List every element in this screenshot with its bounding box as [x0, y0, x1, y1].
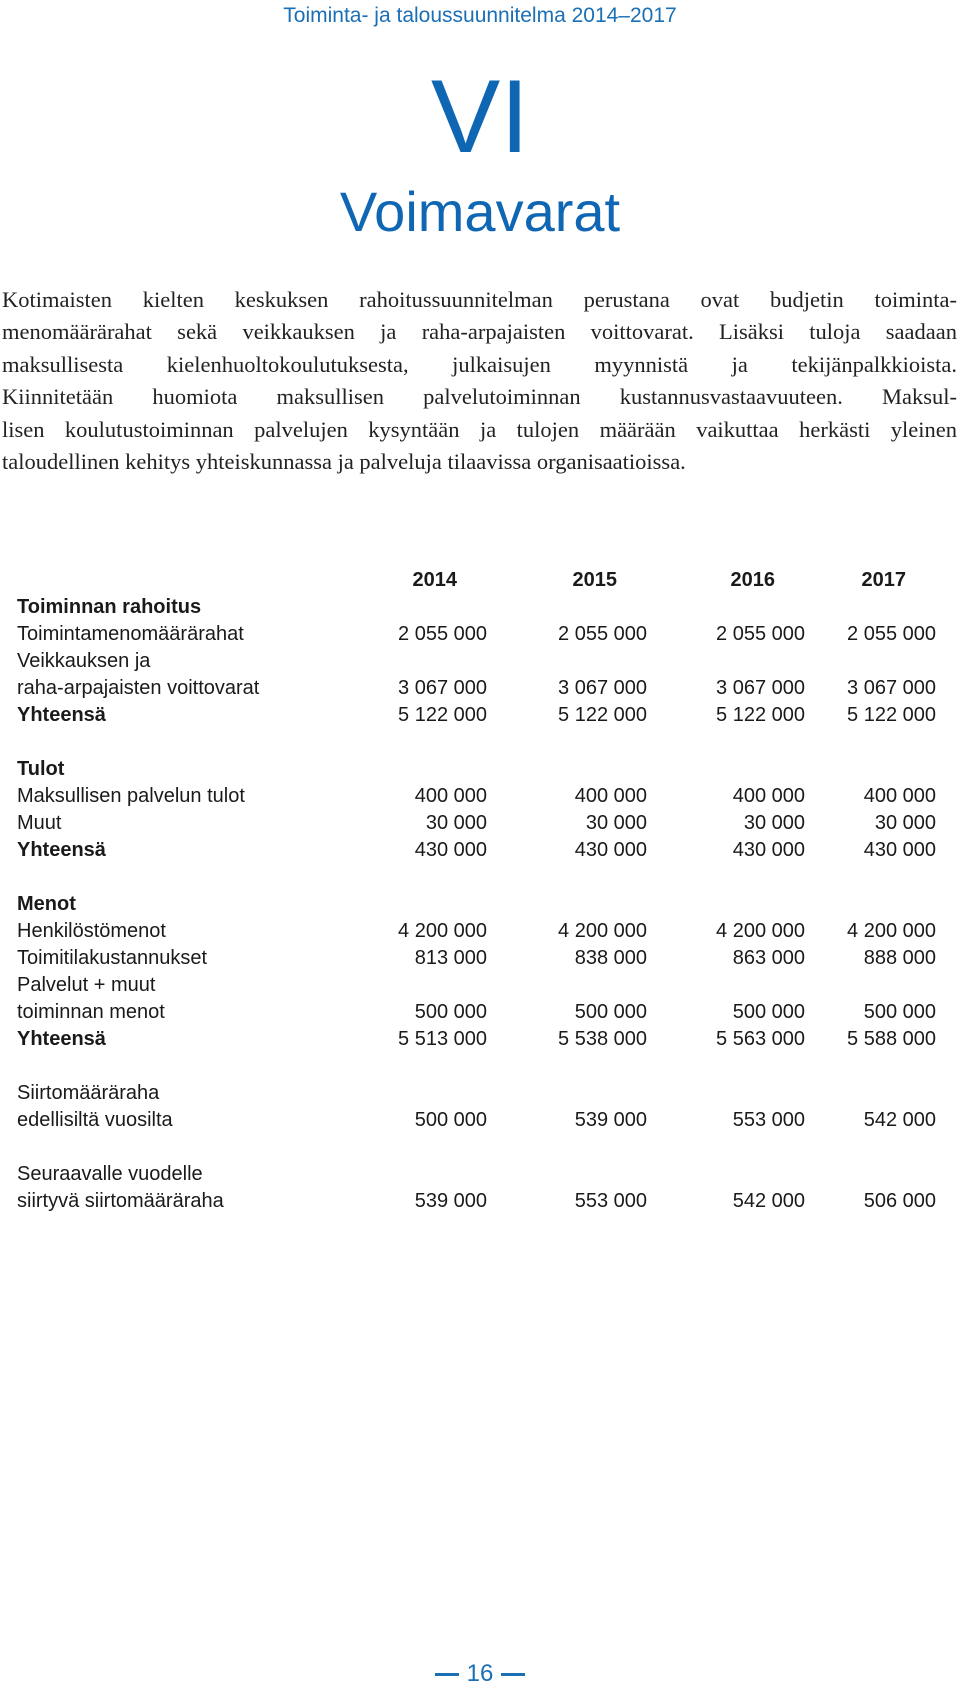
- value-cell: 30 000: [743, 812, 805, 834]
- section-spacer: [17, 864, 936, 891]
- value-cell: 430 000: [732, 839, 805, 861]
- value-cell: 5 588 000: [847, 1028, 936, 1050]
- row-label: Toimintamenomäärärahat: [17, 623, 244, 645]
- value-cell: 553 000: [574, 1190, 647, 1212]
- value-cell: 5 563 000: [716, 1028, 805, 1050]
- year-header-row: [17, 567, 936, 594]
- value-cell: 2 055 000: [398, 623, 487, 645]
- row-label: toiminnan menot: [17, 1001, 165, 1023]
- spacer-cell: [17, 1053, 936, 1080]
- section-heading-row: [17, 594, 936, 621]
- value-cell: 400 000: [574, 785, 647, 807]
- table-row: [17, 783, 936, 810]
- page-number: 16: [466, 1660, 494, 1687]
- footer-dash: [435, 1673, 459, 1676]
- table-row: [17, 810, 936, 837]
- value-cell: 4 200 000: [716, 920, 805, 942]
- chapter-number: VI: [430, 59, 530, 175]
- value-cell: 500 000: [732, 1001, 805, 1023]
- footer-dash: [501, 1673, 525, 1676]
- section-spacer: [17, 1053, 936, 1080]
- page-footer: [0, 1660, 960, 1688]
- section-heading: Toiminnan rahoitus: [17, 596, 202, 618]
- value-cell: 30 000: [425, 812, 487, 834]
- value-cell: 813 000: [414, 947, 487, 969]
- intro-line: menomäärärahat sekä veikkauksen ja raha-arpajaisten voittovarat. Lisäksi tuloja saadaan: [2, 319, 957, 345]
- value-cell: 500 000: [414, 1001, 487, 1023]
- value-cell: 5 122 000: [847, 704, 936, 726]
- row-label: Palvelut + muut: [17, 974, 156, 996]
- intro-line: taloudellinen kehitys yhteiskunnassa ja palveluja tilaavissa organisaatioissa.: [2, 449, 686, 475]
- value-cell: 400 000: [414, 785, 487, 807]
- table-row: [17, 675, 936, 702]
- table-row-label-continuation: [17, 648, 936, 675]
- value-cell: 30 000: [874, 812, 936, 834]
- value-cell: 5 122 000: [398, 704, 487, 726]
- row-label: Veikkauksen ja: [17, 650, 151, 672]
- value-cell: 539 000: [574, 1109, 647, 1131]
- row-label: edellisiltä vuosilta: [17, 1109, 173, 1131]
- row-label: Henkilöstömenot: [17, 920, 166, 942]
- section-heading-row: [17, 756, 936, 783]
- year-header: 2016: [730, 569, 775, 591]
- value-cell: 500 000: [574, 1001, 647, 1023]
- value-cell: 3 067 000: [716, 677, 805, 699]
- value-cell: 838 000: [574, 947, 647, 969]
- label-column-header: [17, 567, 338, 594]
- intro-line: Kiinnitetään huomiota maksullisen palvelutoiminnan kustannusvastaavuuteen. Maksul-: [2, 384, 957, 410]
- row-label: Muut: [17, 812, 62, 834]
- value-cell: 430 000: [414, 839, 487, 861]
- year-header: 2014: [412, 569, 457, 591]
- value-cell: 5 513 000: [398, 1028, 487, 1050]
- section-heading: Tulot: [17, 758, 65, 780]
- value-cell: 4 200 000: [558, 920, 647, 942]
- row-label: siirtyvä siirtomääräraha: [17, 1190, 224, 1212]
- intro-line: lisen koulutustoiminnan palvelujen kysyntään ja tulojen määrään vaikuttaa herkästi yleinen: [2, 416, 957, 442]
- year-header: 2017: [861, 569, 906, 591]
- intro-paragraph: [2, 284, 957, 478]
- row-label: Seuraavalle vuodelle: [17, 1163, 203, 1185]
- section-spacer: [17, 729, 936, 756]
- running-header: Toiminta- ja taloussuunnitelma 2014–2017: [283, 4, 677, 27]
- value-cell: 542 000: [863, 1109, 936, 1131]
- row-label: Yhteensä: [17, 1028, 106, 1050]
- table-row: [17, 702, 936, 729]
- row-label: raha-arpajaisten voittovarat: [17, 677, 260, 699]
- table-row: [17, 837, 936, 864]
- intro-line: Kotimaisten kielten keskuksen rahoitussuunnitelman perustana ovat budjetin toiminta-: [2, 287, 957, 312]
- spacer-cell: [17, 729, 936, 756]
- value-cell: 2 055 000: [847, 623, 936, 645]
- value-cell: 400 000: [732, 785, 805, 807]
- value-cell: 430 000: [574, 839, 647, 861]
- row-label: Yhteensä: [17, 839, 106, 861]
- table-row: [17, 945, 936, 972]
- row-label: Maksullisen palvelun tulot: [17, 785, 245, 807]
- table-row: [17, 1026, 936, 1053]
- spacer-cell: [17, 1134, 936, 1161]
- value-cell: 3 067 000: [398, 677, 487, 699]
- budget-table: [17, 567, 936, 1215]
- value-cell: 430 000: [863, 839, 936, 861]
- value-cell: 500 000: [414, 1109, 487, 1131]
- table-row-label-continuation: [17, 1161, 936, 1188]
- value-cell: 400 000: [863, 785, 936, 807]
- value-cell: 5 538 000: [558, 1028, 647, 1050]
- row-label: Siirtomääräraha: [17, 1082, 160, 1104]
- table-row: [17, 999, 936, 1026]
- value-cell: 888 000: [863, 947, 936, 969]
- value-cell: 500 000: [863, 1001, 936, 1023]
- chapter-title: Voimavarat: [339, 180, 621, 243]
- value-cell: 553 000: [732, 1109, 805, 1131]
- table-row: [17, 1107, 936, 1134]
- value-cell: 863 000: [732, 947, 805, 969]
- intro-line: maksullisesta kielenhuoltokoulutuksesta, julkaisujen myynnistä ja tekijänpalkkioista.: [2, 351, 957, 377]
- table-row-label-continuation: [17, 972, 936, 999]
- value-cell: 3 067 000: [558, 677, 647, 699]
- table-row: [17, 918, 936, 945]
- year-header: 2015: [572, 569, 617, 591]
- table-row: [17, 621, 936, 648]
- table-row: [17, 1188, 936, 1215]
- value-cell: 30 000: [585, 812, 647, 834]
- section-heading-row: [17, 891, 936, 918]
- row-label: Toimitilakustannukset: [17, 947, 208, 969]
- budget-table-body: [17, 594, 936, 1215]
- value-cell: 2 055 000: [558, 623, 647, 645]
- value-cell: 542 000: [732, 1190, 805, 1212]
- value-cell: 2 055 000: [716, 623, 805, 645]
- value-cell: 5 122 000: [558, 704, 647, 726]
- value-cell: 5 122 000: [716, 704, 805, 726]
- section-spacer: [17, 1134, 936, 1161]
- spacer-cell: [17, 864, 936, 891]
- table-row-label-continuation: [17, 1080, 936, 1107]
- row-label: Yhteensä: [17, 704, 106, 726]
- value-cell: 3 067 000: [847, 677, 936, 699]
- value-cell: 506 000: [863, 1190, 936, 1212]
- value-cell: 4 200 000: [398, 920, 487, 942]
- value-cell: 539 000: [414, 1190, 487, 1212]
- value-cell: 4 200 000: [847, 920, 936, 942]
- section-heading: Menot: [17, 893, 76, 915]
